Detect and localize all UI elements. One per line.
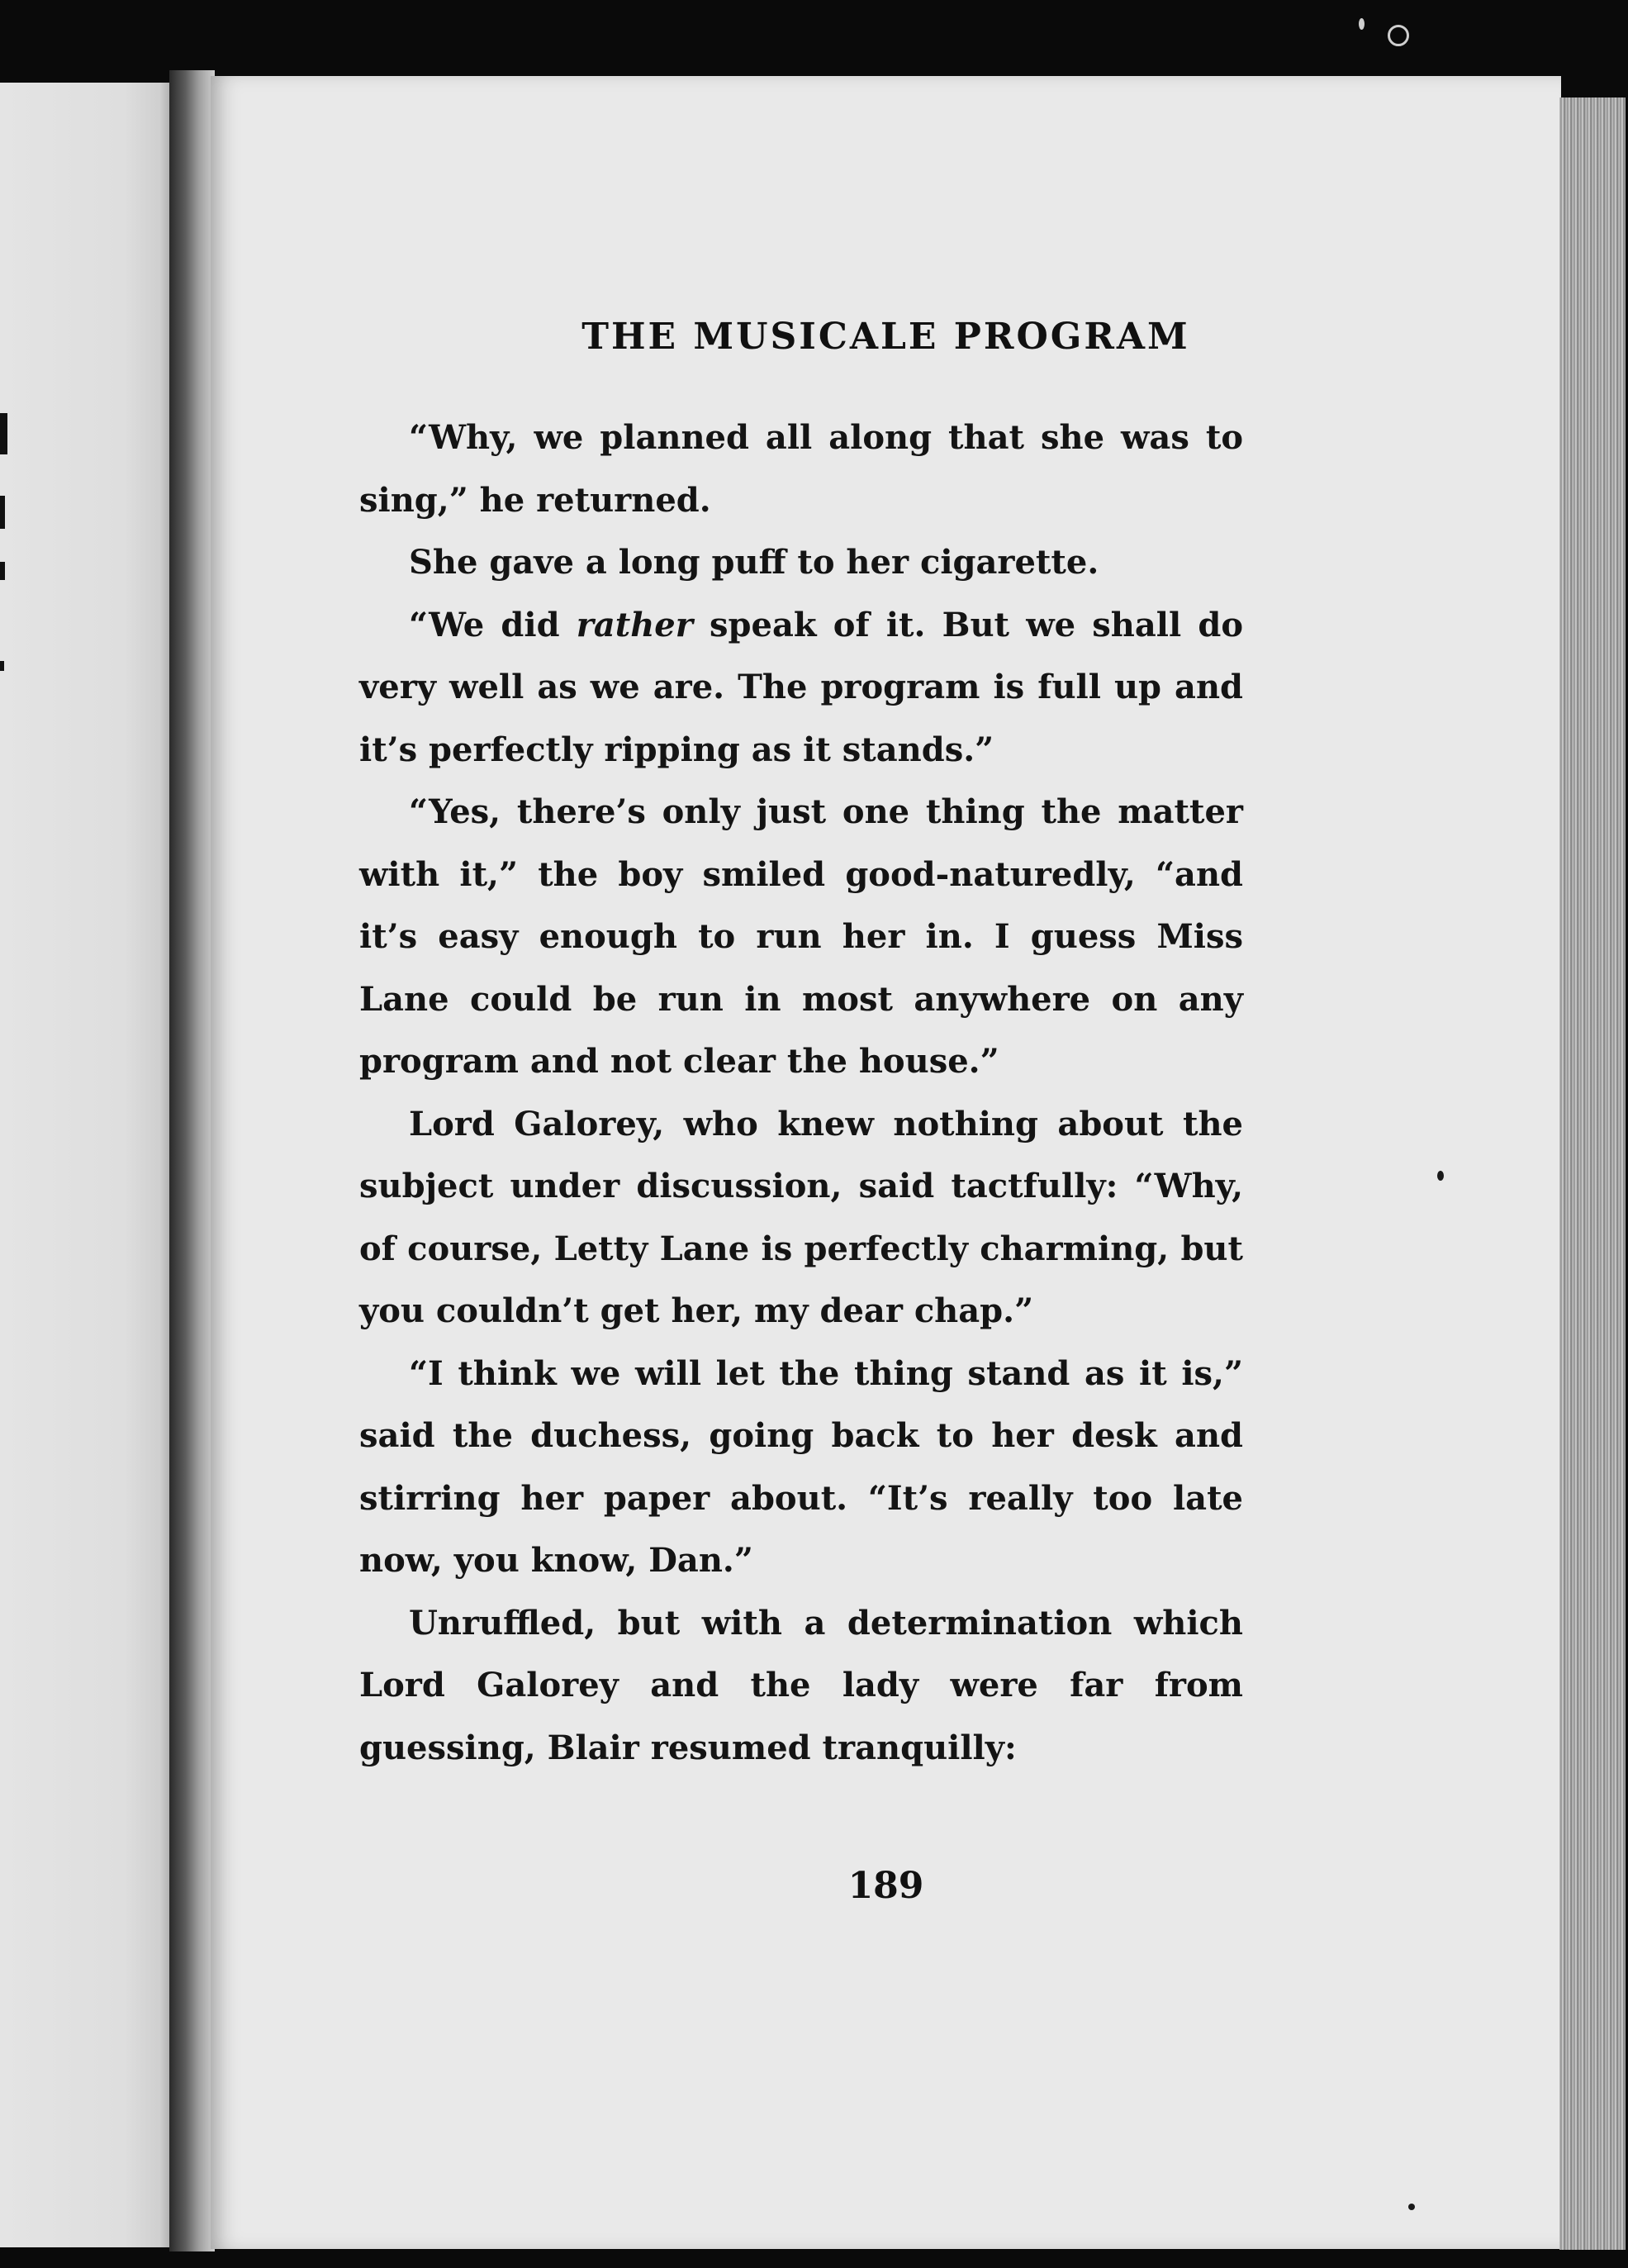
facing-page-left <box>0 83 178 2247</box>
paragraph-3-text-end: speak of it. But we shall do very well as we are. The program is full up and it’s perfectly ripping as it stands.” <box>359 605 1244 769</box>
scan-speck <box>1359 18 1365 30</box>
paragraph-3 <box>359 594 1243 782</box>
scan-ring-mark <box>1388 25 1409 46</box>
left-page-text-fragment <box>0 661 4 671</box>
book-gutter <box>169 70 215 2251</box>
running-head: THE MUSICALE PROGRAM <box>581 316 1190 358</box>
print-speck <box>1437 1171 1444 1181</box>
page-number: 189 <box>847 1865 924 1907</box>
paragraph-5: Lord Galorey, who knew nothing about the subject under discussion, said tactfully: “Why, of course, Letty Lane is perfectly charming, but you couldn’t get her, my dear chap.” <box>359 1104 1243 1330</box>
left-page-text-fragment <box>0 496 5 529</box>
paragraph-1-line-1: “Why, we planned all along that she was to <box>409 418 1243 457</box>
paragraph-3-text-start: “We did <box>409 605 577 644</box>
paragraph-3-italic-word: rather <box>576 605 693 644</box>
paragraph-1-line-2: sing,” he returned. <box>359 480 711 520</box>
left-page-text-fragment <box>0 413 7 454</box>
paragraph-6: “I think we will let the thing stand as it is,” said the duchess, going back to her desk and stirring her paper about. “It’s really too late now, you know, Dan.” <box>359 1353 1243 1580</box>
print-speck <box>1408 2204 1415 2210</box>
left-page-text-fragment <box>0 562 5 580</box>
page-stack-edge <box>1559 97 1626 2250</box>
paragraph-4: “Yes, there’s only just one thing the matter with it,” the boy smiled good-naturedly, “and it’s easy enough to run her in. I guess Miss Lane could be run in most anywhere on any program and not clear the house.” <box>359 792 1243 1081</box>
page-body <box>359 407 1243 1779</box>
paragraph-7: Unruffled, but with a determination which Lord Galorey and the lady were far from guessing, Blair resumed tranquilly: <box>359 1603 1243 1767</box>
paragraph-1 <box>359 407 1243 531</box>
book-page <box>211 76 1561 2249</box>
paragraph-2: She gave a long puff to her cigarette. <box>409 543 1099 582</box>
